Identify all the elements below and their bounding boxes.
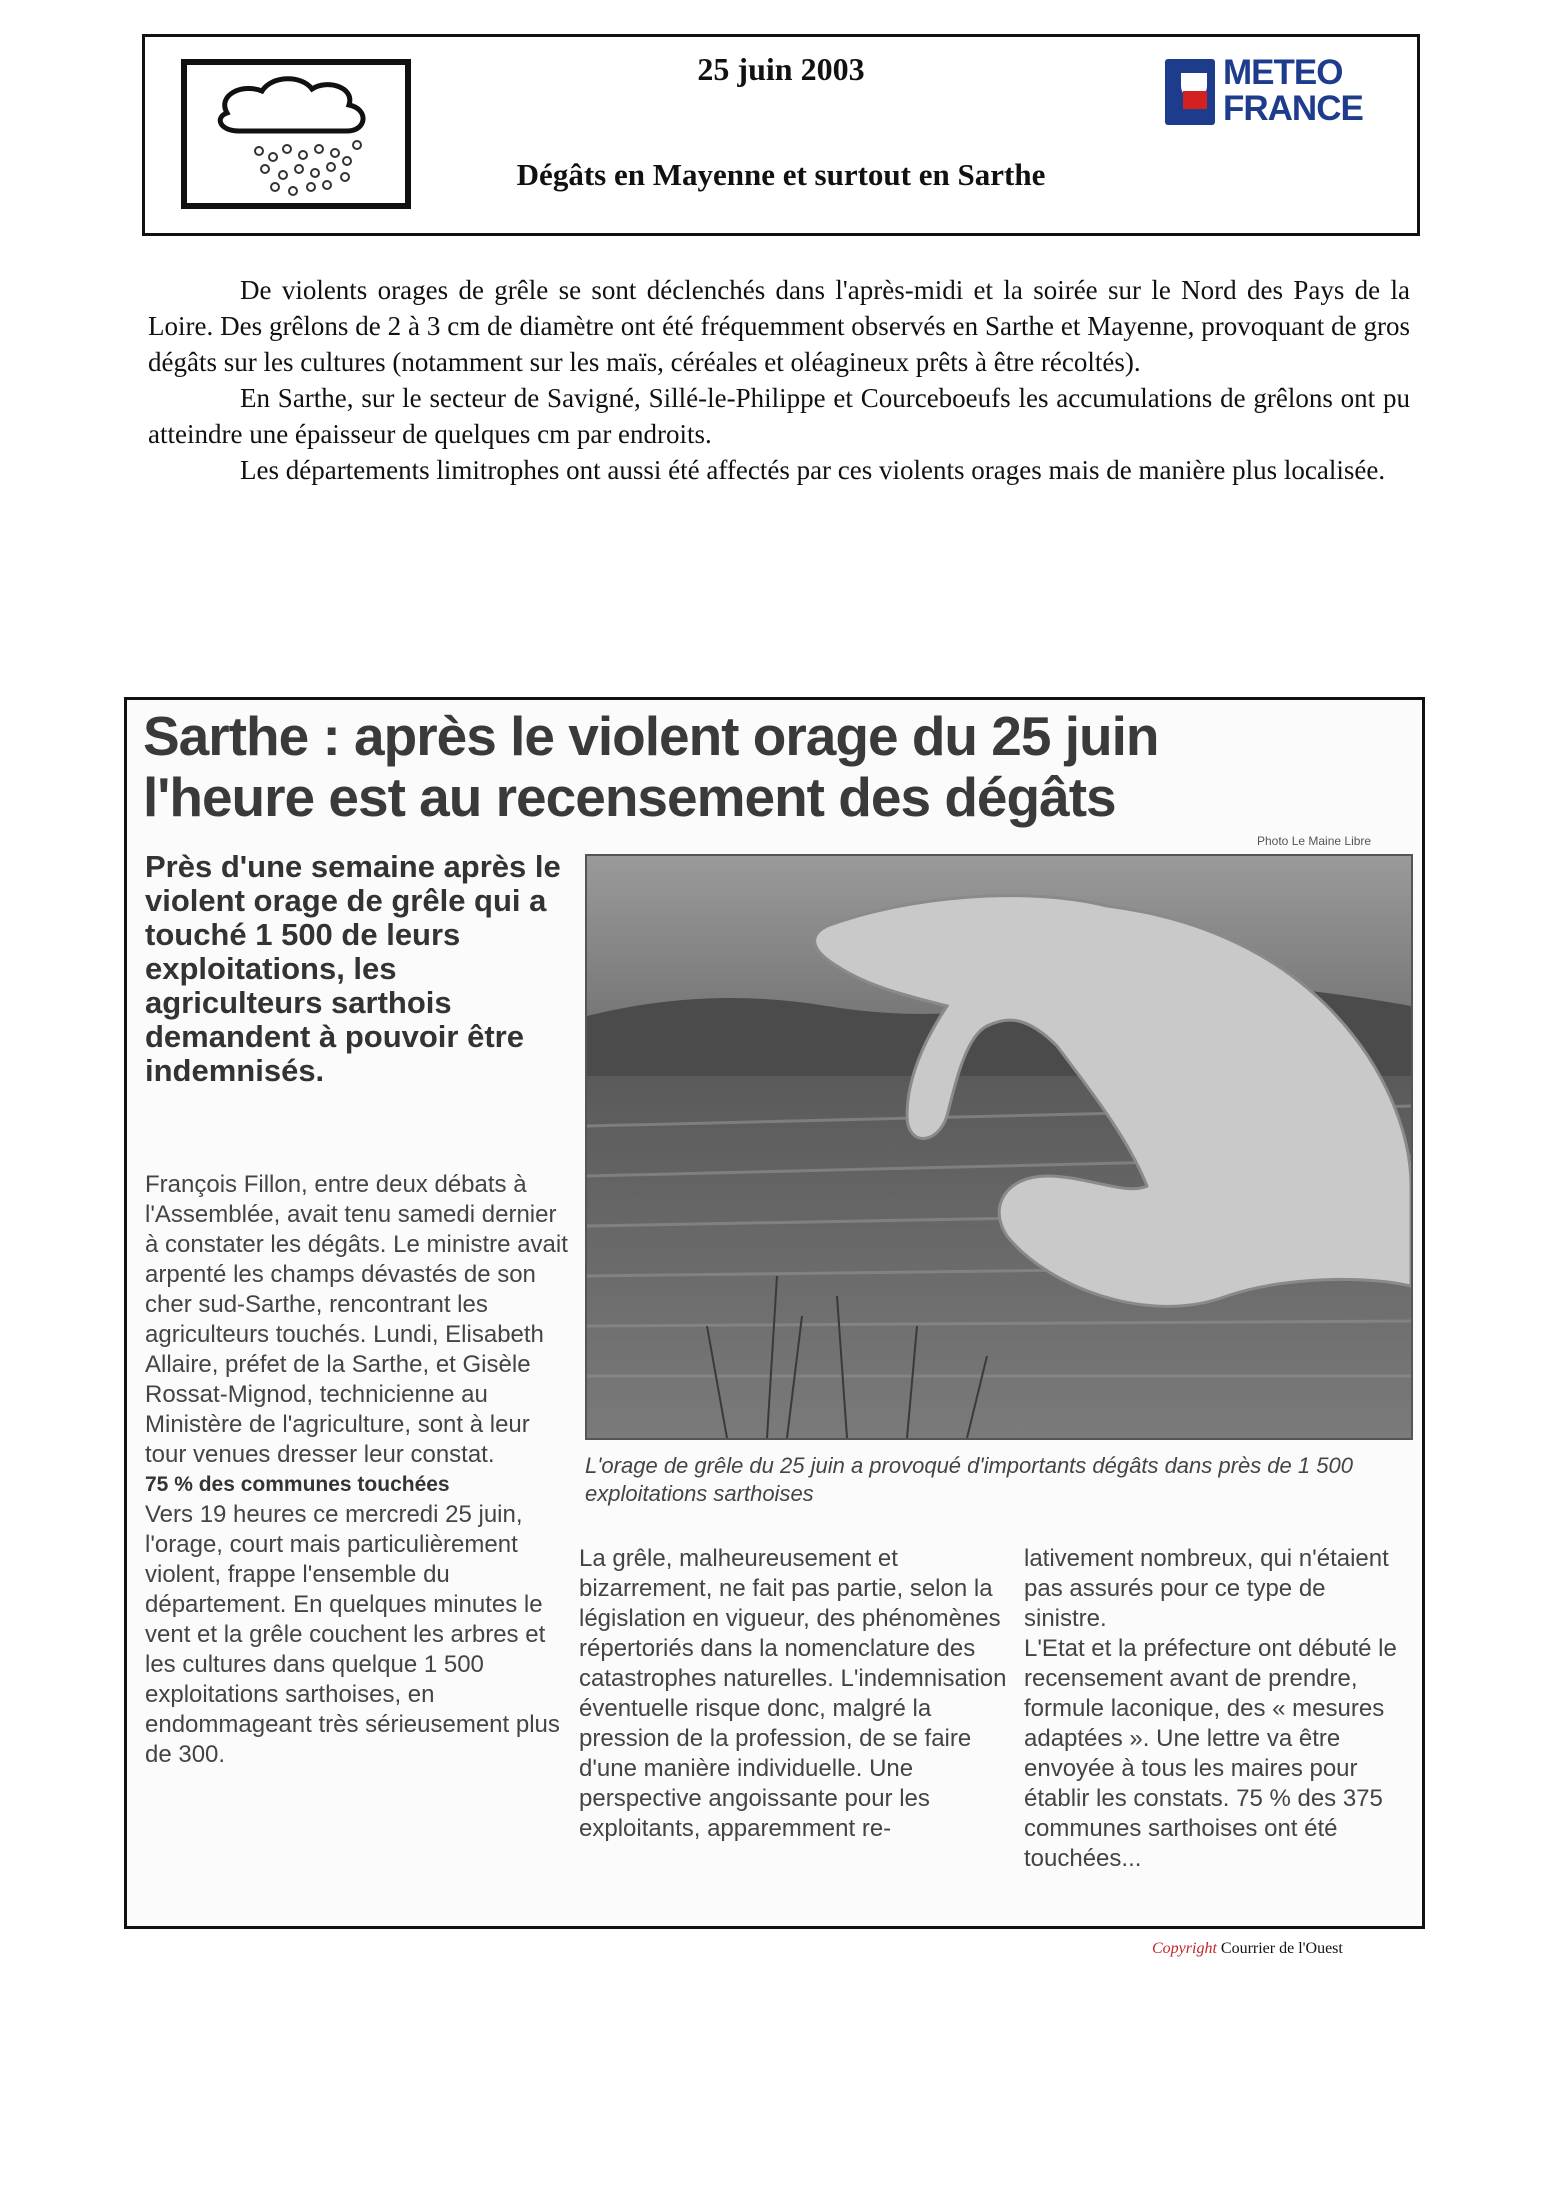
meteo-france-logo-icon [1165, 59, 1215, 125]
photo-credit: Photo Le Maine Libre [1257, 834, 1372, 848]
article-photo [585, 854, 1413, 1440]
article-column-left [145, 1170, 575, 1770]
article-paragraph: lativement nombreux, qui n'étaient pas assurés pour ce type de sinistre. [1024, 1545, 1389, 1632]
intro-paragraph: En Sarthe, sur le secteur de Savigné, Sillé-le-Philippe et Courceboeufs les accumulations de grêlons ont pu atteindre une épaisseur de quelques cm par endroits. [148, 383, 1410, 449]
copyright-label: Copyright [1152, 1940, 1217, 1957]
newspaper-clipping [124, 697, 1425, 1929]
article-paragraph: La grêle, malheureusement et bizarrement, ne fait pas partie, selon la législation en vigueur, des phénomènes répertoriés dans la nomenclature des catastrophes naturelles. L'indemnisation éventuelle risque donc, malgré la pression de la profession, de se faire d'une manière individuelle. Une perspective angoissante pour les exploitants, apparemment re- [579, 1545, 1007, 1842]
bulletin-title: Dégâts en Mayenne et surtout en Sarthe [516, 157, 1046, 192]
intro-text [148, 272, 1410, 488]
meteo-france-logo [1165, 55, 1405, 133]
logo-text-line2: FRANCE [1223, 89, 1363, 128]
copyright-source: Courrier de l'Ouest [1220, 1940, 1343, 1957]
headline-line2: l'heure est au recensement des dégâts [143, 766, 1116, 828]
article-paragraph: François Fillon, entre deux débats à l'Assemblée, avait tenu samedi dernier à constater les dégâts. Le ministre avait arpenté les champs dévastés de son cher sud-Sarthe, rencontrant les agriculteurs touchés. Lundi, Elisabeth Allaire, préfet de la Sarthe, et Gisèle Rossat-Mignod, technicienne au Ministère de l'agriculture, sont à leur tour venues dresser leur constat. [145, 1171, 568, 1468]
article-column-middle [579, 1544, 1019, 1844]
intro-paragraph: De violents orages de grêle se sont déclenchés dans l'après-midi et la soirée sur le Nord des Pays de la Loire. Des grêlons de 2 à 3 cm de diamètre ont été fréquemment observés en Sarthe et Mayenne, provoquant de gros dégâts sur les cultures (notamment sur les maïs, céréales et oléagineux prêts à être récoltés). [148, 275, 1410, 377]
article-paragraph: L'Etat et la préfecture ont débuté le recensement avant de prendre, formule laconique, des « mesures adaptées ». Une lettre va être envoyée à tous les maires pour établir les constats. 75 % des 375 communes sarthoises ont été touchées... [1024, 1635, 1397, 1872]
bulletin-date: 25 juin 2003 [697, 51, 865, 87]
article-headline [143, 706, 1159, 828]
bulletin-header [142, 34, 1420, 236]
logo-text-line1: METEO [1223, 53, 1343, 92]
photo-caption: L'orage de grêle du 25 juin a provoqué d'importants dégâts dans près de 1 500 exploitations sarthoises [585, 1453, 1353, 1506]
article-subhead: 75 % des communes touchées [145, 1473, 450, 1496]
headline-line1: Sarthe : après le violent orage du 25 juin [143, 705, 1159, 767]
intro-paragraph: Les départements limitrophes ont aussi été affectés par ces violents orages mais de manière plus localisée. [240, 455, 1386, 485]
article-paragraph: Vers 19 heures ce mercredi 25 juin, l'orage, court mais particulièrement violent, frappe l'ensemble du département. En quelques minutes le vent et la grêle couchent les arbres et les cultures dans quelque 1 500 exploitations sarthoises, en endommageant très sérieusement plus de 300. [145, 1501, 560, 1768]
article-column-right [1024, 1544, 1414, 1874]
copyright-notice [1152, 1940, 1343, 1958]
article-lead: Près d'une semaine après le violent orage de grêle qui a touché 1 500 de leurs exploitations, les agriculteurs sarthois demandent à pouvoir être indemnisés. [145, 849, 561, 1088]
